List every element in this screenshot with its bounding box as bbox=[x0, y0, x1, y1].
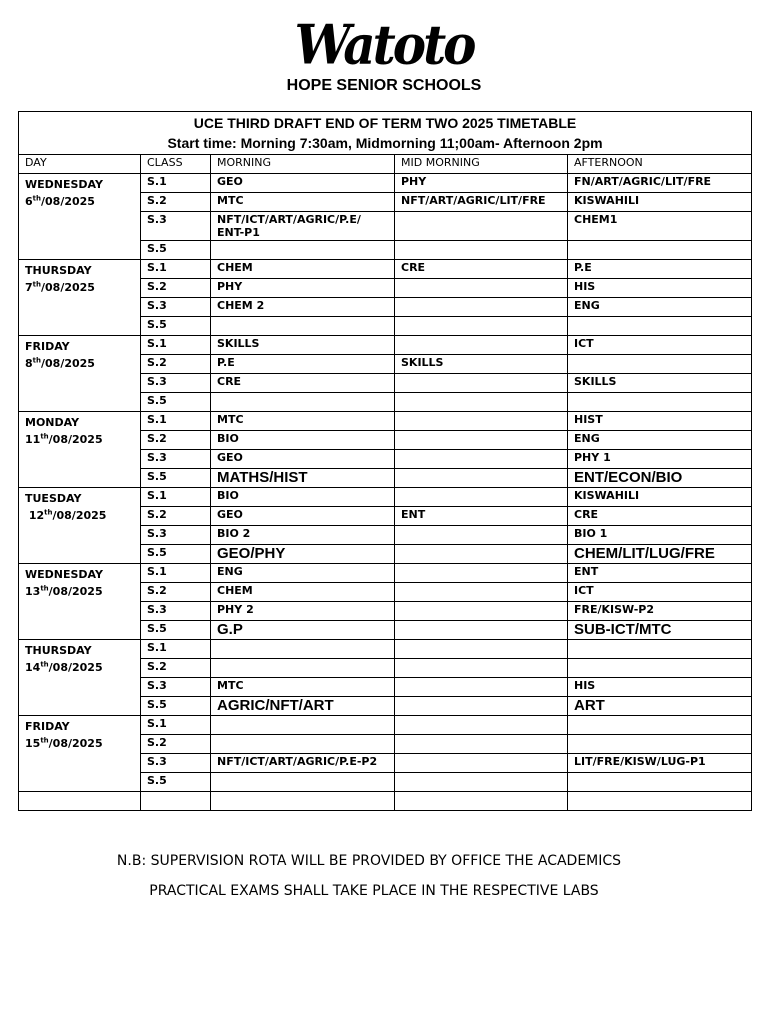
morning-cell bbox=[211, 241, 395, 260]
date-ordinal-suffix: th bbox=[40, 736, 49, 745]
day-cell bbox=[19, 260, 141, 336]
class-cell: S.2 bbox=[141, 735, 211, 754]
school-name: HOPE SENIOR SCHOOLS bbox=[286, 77, 482, 94]
morning-cell: GEO bbox=[211, 450, 395, 469]
class-cell: S.2 bbox=[141, 355, 211, 374]
mid-morning-cell: PHY bbox=[395, 174, 568, 193]
practical-exams-note: PRACTICAL EXAMS SHALL TAKE PLACE IN THE RESPECTIVE LABS bbox=[149, 883, 599, 899]
day-cell bbox=[19, 564, 141, 640]
timetable-title: UCE THIRD DRAFT END OF TERM TWO 2025 TIMETABLE bbox=[193, 115, 577, 131]
mid-morning-cell bbox=[395, 431, 568, 450]
table-row bbox=[19, 174, 752, 193]
date-day-number: 11 bbox=[25, 433, 41, 446]
morning-cell bbox=[211, 393, 395, 412]
date-month-year: /08/2025 bbox=[48, 737, 103, 750]
afternoon-cell: HIS bbox=[568, 678, 752, 697]
class-cell: S.2 bbox=[141, 431, 211, 450]
class-cell: S.3 bbox=[141, 298, 211, 317]
class-cell: S.1 bbox=[141, 336, 211, 355]
afternoon-cell: ENT/ECON/BIO bbox=[568, 469, 752, 488]
afternoon-cell: CHEM1 bbox=[568, 212, 752, 241]
morning-cell bbox=[211, 773, 395, 792]
afternoon-cell: SKILLS bbox=[568, 374, 752, 393]
afternoon-cell: KISWAHILI bbox=[568, 488, 752, 507]
afternoon-cell bbox=[568, 355, 752, 374]
day-date bbox=[25, 735, 134, 752]
morning-cell bbox=[211, 735, 395, 754]
col-header-morning: MORNING bbox=[211, 155, 395, 174]
mid-morning-cell bbox=[395, 754, 568, 773]
afternoon-cell: BIO 1 bbox=[568, 526, 752, 545]
mid-morning-cell bbox=[395, 659, 568, 678]
class-cell: S.1 bbox=[141, 716, 211, 735]
mid-morning-cell bbox=[395, 488, 568, 507]
exam-timetable bbox=[18, 111, 752, 811]
afternoon-cell bbox=[568, 773, 752, 792]
morning-cell: PHY bbox=[211, 279, 395, 298]
date-day-number: 7 bbox=[25, 281, 33, 294]
morning-cell: GEO bbox=[211, 174, 395, 193]
day-name: THURSDAY bbox=[25, 264, 92, 277]
empty-cell bbox=[568, 792, 752, 811]
mid-morning-cell bbox=[395, 241, 568, 260]
afternoon-cell: ENG bbox=[568, 298, 752, 317]
timetable-title-cell bbox=[19, 112, 752, 155]
mid-morning-cell bbox=[395, 393, 568, 412]
table-row bbox=[19, 412, 752, 431]
col-header-class: CLASS bbox=[141, 155, 211, 174]
morning-cell: CRE bbox=[211, 374, 395, 393]
mid-morning-cell: SKILLS bbox=[395, 355, 568, 374]
afternoon-cell: FRE/KISW-P2 bbox=[568, 602, 752, 621]
date-ordinal-suffix: th bbox=[44, 508, 53, 517]
morning-cell: CHEM bbox=[211, 583, 395, 602]
class-cell: S.3 bbox=[141, 754, 211, 773]
morning-cell: ENG bbox=[211, 564, 395, 583]
mid-morning-cell bbox=[395, 545, 568, 564]
date-day-number: 13 bbox=[25, 585, 41, 598]
morning-cell: MTC bbox=[211, 193, 395, 212]
table-row bbox=[19, 488, 752, 507]
date-ordinal-suffix: th bbox=[40, 432, 49, 441]
morning-cell: SKILLS bbox=[211, 336, 395, 355]
mid-morning-cell bbox=[395, 735, 568, 754]
mid-morning-cell bbox=[395, 298, 568, 317]
day-name: MONDAY bbox=[25, 416, 80, 429]
morning-cell bbox=[211, 659, 395, 678]
day-date bbox=[25, 507, 134, 524]
mid-morning-cell bbox=[395, 602, 568, 621]
class-cell: S.2 bbox=[141, 583, 211, 602]
mid-morning-cell bbox=[395, 564, 568, 583]
date-day-number: 8 bbox=[25, 357, 33, 370]
class-cell: S.1 bbox=[141, 174, 211, 193]
mid-morning-cell bbox=[395, 412, 568, 431]
afternoon-cell: ENG bbox=[568, 431, 752, 450]
date-ordinal-suffix: th bbox=[32, 194, 41, 203]
morning-cell: CHEM 2 bbox=[211, 298, 395, 317]
day-cell bbox=[19, 640, 141, 716]
day-cell bbox=[19, 174, 141, 260]
class-cell: S.5 bbox=[141, 469, 211, 488]
mid-morning-cell bbox=[395, 469, 568, 488]
class-cell: S.1 bbox=[141, 488, 211, 507]
afternoon-cell bbox=[568, 317, 752, 336]
class-cell: S.1 bbox=[141, 564, 211, 583]
class-cell: S.2 bbox=[141, 193, 211, 212]
empty-row bbox=[19, 792, 752, 811]
afternoon-cell: HIS bbox=[568, 279, 752, 298]
class-cell: S.5 bbox=[141, 545, 211, 564]
day-name: FRIDAY bbox=[25, 340, 70, 353]
afternoon-cell: KISWAHILI bbox=[568, 193, 752, 212]
table-row bbox=[19, 336, 752, 355]
afternoon-cell: HIST bbox=[568, 412, 752, 431]
class-cell: S.5 bbox=[141, 241, 211, 260]
afternoon-cell bbox=[568, 735, 752, 754]
day-name: FRIDAY bbox=[25, 720, 70, 733]
morning-cell: NFT/ICT/ART/AGRIC/P.E-P2 bbox=[211, 754, 395, 773]
class-cell: S.3 bbox=[141, 212, 211, 241]
afternoon-cell: LIT/FRE/KISW/LUG-P1 bbox=[568, 754, 752, 773]
class-cell: S.5 bbox=[141, 393, 211, 412]
day-name: THURSDAY bbox=[25, 644, 92, 657]
class-cell: S.5 bbox=[141, 317, 211, 336]
day-date bbox=[25, 193, 134, 210]
class-cell: S.5 bbox=[141, 773, 211, 792]
day-date bbox=[25, 659, 134, 676]
mid-morning-cell bbox=[395, 773, 568, 792]
date-month-year: /08/2025 bbox=[48, 661, 103, 674]
day-cell bbox=[19, 336, 141, 412]
afternoon-cell: FN/ART/AGRIC/LIT/FRE bbox=[568, 174, 752, 193]
class-cell: S.5 bbox=[141, 697, 211, 716]
afternoon-cell bbox=[568, 716, 752, 735]
date-month-year: /08/2025 bbox=[41, 357, 95, 370]
class-cell: S.1 bbox=[141, 640, 211, 659]
morning-cell: MATHS/HIST bbox=[211, 469, 395, 488]
afternoon-cell bbox=[568, 241, 752, 260]
mid-morning-cell bbox=[395, 336, 568, 355]
day-date bbox=[25, 583, 134, 600]
morning-cell: BIO bbox=[211, 431, 395, 450]
morning-cell: BIO bbox=[211, 488, 395, 507]
day-date bbox=[25, 355, 134, 372]
empty-cell bbox=[395, 792, 568, 811]
day-cell bbox=[19, 412, 141, 488]
morning-cell: MTC bbox=[211, 412, 395, 431]
mid-morning-cell bbox=[395, 621, 568, 640]
table-row bbox=[19, 640, 752, 659]
class-cell: S.3 bbox=[141, 602, 211, 621]
mid-morning-cell bbox=[395, 279, 568, 298]
afternoon-cell bbox=[568, 640, 752, 659]
table-row bbox=[19, 564, 752, 583]
morning-cell: NFT/ICT/ART/AGRIC/P.E/ ENT-P1 bbox=[211, 212, 395, 241]
morning-cell: BIO 2 bbox=[211, 526, 395, 545]
mid-morning-cell bbox=[395, 526, 568, 545]
mid-morning-cell bbox=[395, 450, 568, 469]
class-cell: S.2 bbox=[141, 507, 211, 526]
mid-morning-cell bbox=[395, 697, 568, 716]
class-cell: S.2 bbox=[141, 659, 211, 678]
class-cell: S.5 bbox=[141, 621, 211, 640]
date-ordinal-suffix: th bbox=[32, 280, 41, 289]
date-ordinal-suffix: th bbox=[40, 660, 49, 669]
afternoon-cell: CRE bbox=[568, 507, 752, 526]
day-cell bbox=[19, 488, 141, 564]
mid-morning-cell bbox=[395, 374, 568, 393]
day-name: WEDNESDAY bbox=[25, 178, 103, 191]
col-header-afternoon: AFTERNOON bbox=[568, 155, 752, 174]
morning-cell: GEO bbox=[211, 507, 395, 526]
watoto-logo: Watoto bbox=[294, 12, 474, 77]
morning-cell bbox=[211, 640, 395, 659]
date-day-number: 14 bbox=[25, 661, 41, 674]
afternoon-cell: PHY 1 bbox=[568, 450, 752, 469]
class-cell: S.1 bbox=[141, 260, 211, 279]
supervision-note: N.B: SUPERVISION ROTA WILL BE PROVIDED BY OFFICE THE ACADEMICS bbox=[116, 853, 622, 869]
class-cell: S.3 bbox=[141, 450, 211, 469]
mid-morning-cell bbox=[395, 583, 568, 602]
column-header-row bbox=[19, 155, 752, 174]
afternoon-cell: ICT bbox=[568, 583, 752, 602]
date-ordinal-suffix: th bbox=[40, 584, 49, 593]
date-ordinal-suffix: th bbox=[32, 356, 41, 365]
morning-cell: P.E bbox=[211, 355, 395, 374]
empty-cell bbox=[211, 792, 395, 811]
date-month-year: /08/2025 bbox=[48, 433, 103, 446]
date-month-year: /08/2025 bbox=[52, 509, 107, 522]
date-day-number: 12 bbox=[25, 509, 45, 522]
mid-morning-cell: NFT/ART/AGRIC/LIT/FRE bbox=[395, 193, 568, 212]
morning-cell: MTC bbox=[211, 678, 395, 697]
morning-cell: CHEM bbox=[211, 260, 395, 279]
mid-morning-cell: ENT bbox=[395, 507, 568, 526]
class-cell: S.3 bbox=[141, 374, 211, 393]
mid-morning-cell bbox=[395, 212, 568, 241]
class-cell: S.1 bbox=[141, 412, 211, 431]
morning-cell: GEO/PHY bbox=[211, 545, 395, 564]
date-day-number: 6 bbox=[25, 195, 33, 208]
class-cell: S.3 bbox=[141, 678, 211, 697]
afternoon-cell: ART bbox=[568, 697, 752, 716]
day-name: TUESDAY bbox=[25, 492, 82, 505]
date-day-number: 15 bbox=[25, 737, 41, 750]
day-cell bbox=[19, 716, 141, 792]
afternoon-cell bbox=[568, 659, 752, 678]
day-name: WEDNESDAY bbox=[25, 568, 103, 581]
timetable-subtitle: Start time: Morning 7:30am, Midmorning 11;00am- Afternoon 2pm bbox=[167, 135, 603, 151]
col-header-day: DAY bbox=[19, 155, 141, 174]
class-cell: S.3 bbox=[141, 526, 211, 545]
afternoon-cell: SUB-ICT/MTC bbox=[568, 621, 752, 640]
empty-cell bbox=[19, 792, 141, 811]
col-header-mid-morning: MID MORNING bbox=[395, 155, 568, 174]
mid-morning-cell bbox=[395, 317, 568, 336]
afternoon-cell: ICT bbox=[568, 336, 752, 355]
mid-morning-cell: CRE bbox=[395, 260, 568, 279]
mid-morning-cell bbox=[395, 678, 568, 697]
date-month-year: /08/2025 bbox=[41, 195, 95, 208]
day-date bbox=[25, 279, 134, 296]
morning-cell bbox=[211, 317, 395, 336]
afternoon-cell: CHEM/LIT/LUG/FRE bbox=[568, 545, 752, 564]
morning-cell bbox=[211, 716, 395, 735]
mid-morning-cell bbox=[395, 716, 568, 735]
morning-cell: G.P bbox=[211, 621, 395, 640]
date-month-year: /08/2025 bbox=[48, 585, 103, 598]
afternoon-cell bbox=[568, 393, 752, 412]
afternoon-cell: P.E bbox=[568, 260, 752, 279]
date-month-year: /08/2025 bbox=[41, 281, 95, 294]
morning-cell: PHY 2 bbox=[211, 602, 395, 621]
empty-cell bbox=[141, 792, 211, 811]
mid-morning-cell bbox=[395, 640, 568, 659]
day-date bbox=[25, 431, 134, 448]
table-row bbox=[19, 716, 752, 735]
morning-cell: AGRIC/NFT/ART bbox=[211, 697, 395, 716]
table-row bbox=[19, 260, 752, 279]
class-cell: S.2 bbox=[141, 279, 211, 298]
afternoon-cell: ENT bbox=[568, 564, 752, 583]
